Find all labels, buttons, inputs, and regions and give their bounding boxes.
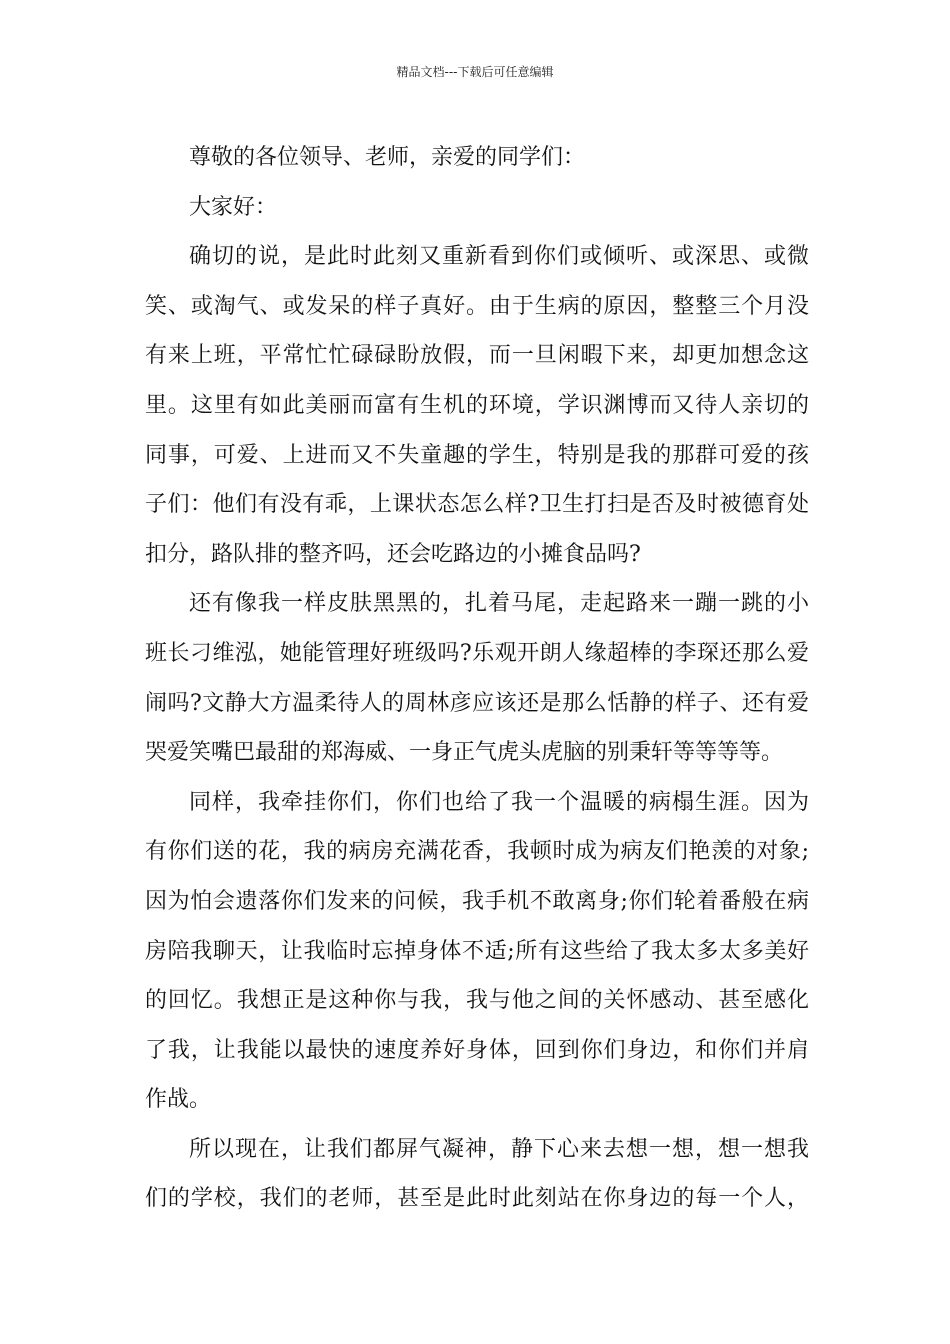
text-line: 笑、或淘气、或发呆的样子真好。由于生病的原因，整整三个月没 (145, 293, 809, 319)
text-line: 哭爱笑嘴巴最甜的郑海威、一身正气虎头虎脑的别秉轩等等等等。 (145, 740, 784, 766)
page-header: 精品文档---下载后可任意编辑 (396, 65, 554, 79)
greeting-paragraph (145, 183, 809, 233)
text-line: 因为怕会遗落你们发来的问候，我手机不敢离身;你们轮着番般在病 (145, 888, 809, 914)
text-line: 有来上班，平常忙忙碌碌盼放假，而一旦闲暇下来，却更加想念这 (145, 343, 809, 369)
document-body (145, 133, 809, 1224)
text-line: 尊敬的各位领导、老师，亲爱的同学们： (189, 145, 586, 170)
text-line: 闹吗?文静大方温柔待人的周林彦应该还是那么恬静的样子、还有爱 (145, 690, 809, 716)
text-line: 了我，让我能以最快的速度养好身体，回到你们身边，和你们并肩 (145, 1037, 809, 1063)
salutation-paragraph (145, 133, 809, 183)
text-line: 同样，我牵挂你们，你们也给了我一个温暖的病榻生涯。因为 (189, 789, 809, 815)
paragraph-1 (145, 232, 809, 579)
text-line: 有你们送的花，我的病房充满花香，我顿时成为病友们艳羡的对象; (145, 839, 809, 865)
text-line: 子们：他们有没有乖，上课状态怎么样?卫生打扫是否及时被德育处 (145, 492, 809, 518)
text-line: 确切的说，是此时此刻又重新看到你们或倾听、或深思、或微 (189, 244, 809, 270)
text-line: 还有像我一样皮肤黑黑的，扎着马尾，走起路来一蹦一跳的小 (189, 591, 809, 617)
text-line: 扣分，路队排的整齐吗，还会吃路边的小摊食品吗? (145, 541, 641, 567)
paragraph-3 (145, 778, 809, 1125)
text-line: 里。这里有如此美丽而富有生机的环境，学识渊博而又待人亲切的 (145, 392, 809, 418)
paragraph-2 (145, 579, 809, 777)
text-line: 们的学校，我们的老师，甚至是此时此刻站在你身边的每一个人， (145, 1186, 809, 1212)
text-line: 同事，可爱、上进而又不失童趣的学生，特别是我的那群可爱的孩 (145, 442, 809, 468)
text-line: 作战。 (145, 1087, 212, 1113)
text-line: 班长刁维泓，她能管理好班级吗?乐观开朗人缘超棒的李琛还那么爱 (145, 640, 809, 666)
paragraph-4 (145, 1125, 809, 1224)
text-line: 房陪我聊天，让我临时忘掉身体不适;所有这些给了我太多太多美好 (145, 938, 809, 964)
text-line: 大家好： (189, 194, 278, 220)
text-line: 所以现在，让我们都屏气凝神，静下心来去想一想，想一想我 (189, 1136, 809, 1162)
text-line: 的回忆。我想正是这种你与我，我与他之间的关怀感动、甚至感化 (145, 988, 809, 1014)
